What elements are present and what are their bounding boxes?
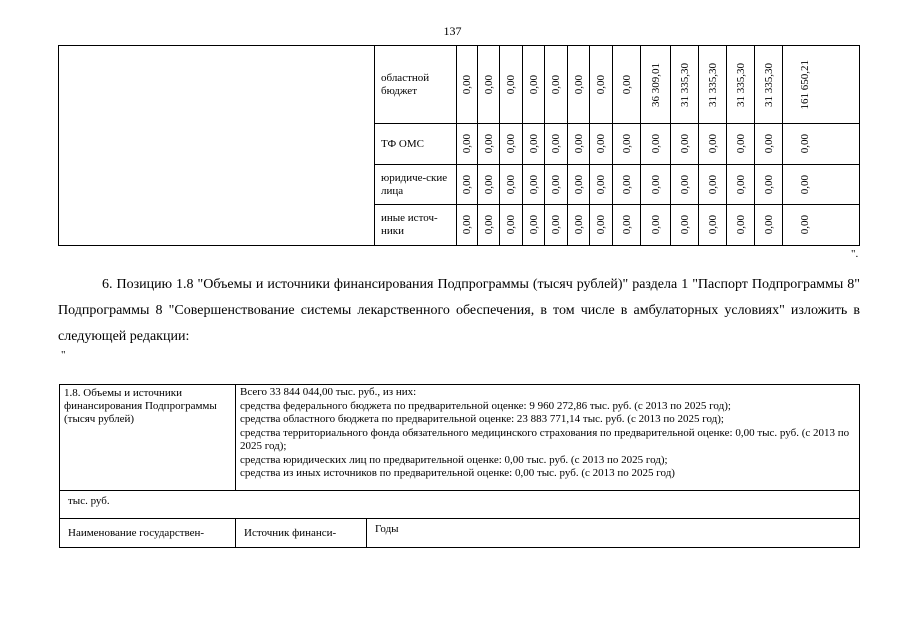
value-text: 31 335,30 <box>762 62 775 107</box>
header-program-name: Наименование государствен- <box>60 519 236 547</box>
value-cell <box>783 205 826 245</box>
value-text: 0,00 <box>762 215 775 235</box>
funding-table-continuation <box>58 45 860 246</box>
value-text: 0,00 <box>527 74 540 95</box>
value-text: 0,00 <box>798 215 811 235</box>
value-cell <box>755 46 783 123</box>
value-text: 0,00 <box>572 174 585 195</box>
value-cell <box>500 205 523 245</box>
value-cell <box>671 46 699 123</box>
value-text: 0,00 <box>527 134 540 154</box>
funding-line: средства из иных источников по предварительной оценке: 0,00 тыс. руб. (с 2013 по 2025 год) <box>240 467 675 479</box>
value-text: 0,00 <box>798 134 811 154</box>
value-cell <box>590 205 613 245</box>
value-cell <box>545 205 568 245</box>
value-cell <box>523 46 545 123</box>
value-cell <box>783 124 826 164</box>
source-label: областной бюджет <box>375 46 457 123</box>
value-cell <box>523 165 545 204</box>
value-cell <box>545 165 568 204</box>
value-cell <box>671 165 699 204</box>
value-cell <box>568 124 590 164</box>
table-row <box>375 46 860 124</box>
value-text: 0,00 <box>461 215 473 235</box>
funding-line: средства территориального фонда обязательного медицинского страхования по предварительной оценке: 0,00 тыс. руб. (с 2013 по 2025 год); <box>240 426 850 452</box>
table-row <box>375 205 860 245</box>
value-cell <box>500 124 523 164</box>
value-text: 161 650,21 <box>798 59 811 110</box>
value-text: 0,00 <box>505 174 517 195</box>
header-row <box>60 519 859 547</box>
header-years: Годы <box>375 523 399 535</box>
value-cell <box>613 124 641 164</box>
value-cell <box>457 165 478 204</box>
value-text: 0,00 <box>706 174 719 195</box>
funding-line: средства юридических лиц по предварительной оценке: 0,00 тыс. руб. (с 2013 по 2025 год); <box>240 453 668 466</box>
value-cell <box>568 205 590 245</box>
value-cell <box>671 124 699 164</box>
value-cell <box>727 46 755 123</box>
value-cell <box>783 46 826 123</box>
value-cell <box>478 46 500 123</box>
value-cell <box>523 124 545 164</box>
value-text: 31 335,30 <box>734 62 747 107</box>
value-text: 0,00 <box>595 215 607 235</box>
value-text: 0,00 <box>762 134 775 154</box>
value-cell <box>727 165 755 204</box>
value-cell <box>755 124 783 164</box>
value-text: 0,00 <box>572 74 585 95</box>
value-cell <box>699 165 727 204</box>
value-cell <box>641 165 671 204</box>
value-text: 0,00 <box>482 174 495 195</box>
value-text: 0,00 <box>798 174 811 195</box>
value-text: 0,00 <box>482 215 495 235</box>
source-label: юридиче-ские лица <box>375 165 457 204</box>
value-text: 0,00 <box>461 134 473 154</box>
value-text: 0,00 <box>482 74 495 95</box>
value-cell <box>641 124 671 164</box>
value-text: 0,00 <box>595 134 607 154</box>
value-text: 0,00 <box>505 74 517 95</box>
value-cell <box>613 165 641 204</box>
value-cell <box>671 205 699 245</box>
value-cell <box>500 46 523 123</box>
value-text: 0,00 <box>550 215 562 235</box>
value-text: 0,00 <box>461 74 473 95</box>
value-text: 0,00 <box>620 174 633 195</box>
value-text: 31 335,30 <box>678 62 691 107</box>
passport-position-table <box>59 384 860 548</box>
value-cell <box>478 165 500 204</box>
value-cell <box>641 46 671 123</box>
funding-line: Всего 33 844 044,00 тыс. руб., из них: <box>240 386 417 398</box>
value-cell <box>727 205 755 245</box>
funding-details-cell <box>236 385 859 490</box>
value-cell <box>457 46 478 123</box>
amendment-paragraph-text: 6. Позицию 1.8 "Объемы и источники финансирования Подпрограммы (тысяч рублей)" раздела 1 "Паспорт Подпрограммы 8" Подпрограммы 8 "Совершенствование системы лекарственного обеспечения, в том числе в амбулаторных условиях" изложить в следующей редакции: <box>58 277 860 344</box>
value-text: 31 335,30 <box>706 62 719 107</box>
value-text: 0,00 <box>461 174 473 195</box>
value-cell <box>783 165 826 204</box>
table-row <box>375 124 860 165</box>
value-cell <box>478 124 500 164</box>
header-funding-source: Источник финанси- <box>236 519 367 547</box>
value-text: 0,00 <box>706 134 719 154</box>
value-cell <box>545 124 568 164</box>
value-cell <box>568 46 590 123</box>
value-text: 0,00 <box>505 215 517 235</box>
value-text: 0,00 <box>482 134 495 154</box>
value-text: 0,00 <box>550 134 562 154</box>
value-cell <box>699 124 727 164</box>
value-text: 0,00 <box>595 174 607 195</box>
value-cell <box>523 205 545 245</box>
source-label: иные источ-ники <box>375 205 457 245</box>
value-cell <box>755 165 783 204</box>
value-text: 0,00 <box>572 215 585 235</box>
value-text: 0,00 <box>649 174 662 195</box>
value-text: 0,00 <box>649 215 662 235</box>
value-cell <box>755 205 783 245</box>
value-text: 0,00 <box>595 74 607 95</box>
value-cell <box>699 205 727 245</box>
value-text: 0,00 <box>505 134 517 154</box>
value-text: 0,00 <box>678 174 691 195</box>
value-cell <box>590 124 613 164</box>
value-text: 0,00 <box>550 174 562 195</box>
value-cell <box>568 165 590 204</box>
value-text: 0,00 <box>620 215 633 235</box>
value-text: 0,00 <box>620 74 633 95</box>
value-cell <box>500 165 523 204</box>
funding-line: средства федерального бюджета по предварительной оценке: 9 960 272,86 тыс. руб. (с 2013 по 2025 год); <box>240 399 731 412</box>
funding-line: средства областного бюджета по предварительной оценке: 23 883 771,14 тыс. руб. (с 2013 по 2025 год); <box>240 413 724 425</box>
value-cell <box>590 46 613 123</box>
value-text: 0,00 <box>572 134 585 154</box>
value-text: 0,00 <box>527 174 540 195</box>
value-text: 0,00 <box>734 134 747 154</box>
value-cell <box>641 205 671 245</box>
value-cell <box>457 205 478 245</box>
opening-quote: " <box>61 349 66 361</box>
table-row <box>60 385 859 491</box>
value-text: 0,00 <box>706 215 719 235</box>
value-text: 0,00 <box>734 215 747 235</box>
value-cell <box>613 46 641 123</box>
position-label-cell: 1.8. Объемы и источники финансирования Подпрограммы (тысяч рублей) <box>60 385 236 490</box>
value-cell <box>545 46 568 123</box>
value-cell <box>478 205 500 245</box>
table-row <box>375 165 860 205</box>
value-cell <box>699 46 727 123</box>
amendment-paragraph <box>58 272 860 350</box>
source-label: ТФ ОМС <box>375 124 457 164</box>
value-cell <box>590 165 613 204</box>
value-text: 0,00 <box>620 134 633 154</box>
closing-quote: ". <box>851 248 859 260</box>
value-cell <box>727 124 755 164</box>
value-cell <box>457 124 478 164</box>
page-number: 137 <box>443 24 462 38</box>
value-text: 0,00 <box>762 174 775 195</box>
value-cell <box>613 205 641 245</box>
value-text: 36 309,01 <box>649 62 662 107</box>
value-text: 0,00 <box>649 134 662 154</box>
value-text: 0,00 <box>550 74 562 95</box>
table-empty-merged-cell <box>59 46 375 245</box>
value-text: 0,00 <box>527 215 540 235</box>
value-text: 0,00 <box>734 174 747 195</box>
value-text: 0,00 <box>678 215 691 235</box>
unit-row: тыс. руб. <box>60 491 859 519</box>
value-text: 0,00 <box>678 134 691 154</box>
